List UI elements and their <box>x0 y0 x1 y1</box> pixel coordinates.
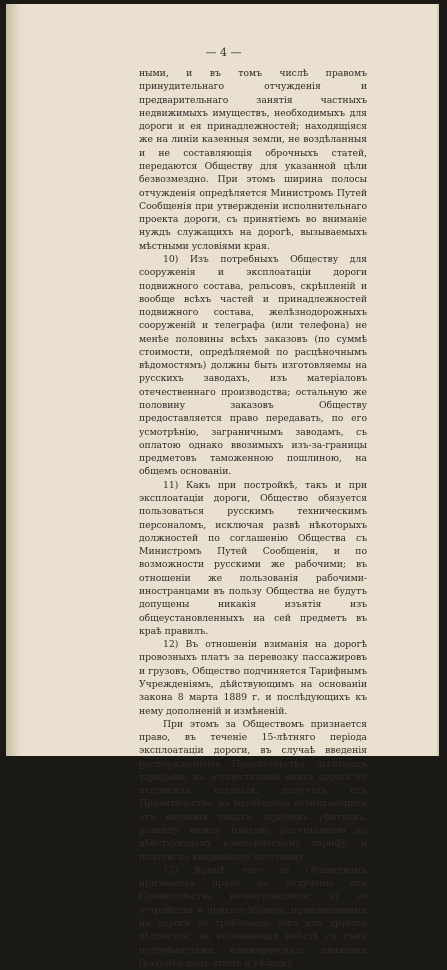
paragraph-continuation: ными, и въ томъ числѣ правомъ принудительнаго отчужденія и предварительнаго занятія частныхъ недвижимыхъ имуществъ, необходимыхъ для дороги и ея принадлежностей; находящіяся же на линіи казенныя земли, не воздѣланныя и не составляющія оброчныхъ статей, передаются Обществу для указанной цѣли безвозмездно. При этомъ ширина полосы отчужденія опредѣляется Министромъ Путей Сообщенія при утвержденіи исполнительнаго проекта дороги, съ принятіемъ во вниманіе нуждъ служащихъ на дорогѣ, вызываемыхъ мѣстными условіями края. <box>139 68 367 252</box>
page-number: — 4 — <box>205 46 242 59</box>
paragraph-item-12: 12) Въ отношеніи взиманія на дорогѣ провозныхъ платъ за перевозку пассажировъ и грузовъ, Общество подчиняется Тарифнымъ Учрежденіямъ, дѣйствующимъ на основаніи закона 8 марта 1889 г. и послѣдующихъ къ нему дополненій и измѣненій. <box>139 639 367 717</box>
body-text <box>139 67 367 970</box>
paragraph-item-10: 10) Изъ потребныхъ Обществу для сооруженія и эксплоатаціи дороги подвижного состава, рельсовъ, скрѣпленій и вообще всѣхъ частей и принадлежностей подвижного состава, желѣзнодорожныхъ сооруженій и телеграфа (или телефона) не менѣе половины всѣхъ заказовъ (по суммѣ стоимости, опредѣляемой по расцѣночнымъ вѣдомостямъ) должны быть изготовляемы на русскихъ заводахъ, изъ матеріаловъ отечественнаго производства; остальную же половину заказовъ Обществу предоставляется право передавать, по его усмотрѣнію, заграничнымъ заводамъ, съ оплатою однако ввозимыхъ изъ-за-границы предметовъ таможенною пошлиною, на общемъ основаніи. <box>139 253 367 478</box>
paragraph-item-12-note: При этомъ за Обществомъ признается право, въ теченіе 15-лѣтняго періода эксплоатаціи дороги, въ случаѣ введенія распоряженіемъ Правительства льготныхъ тарифовъ, на осуществленіе коихъ дорога не испросила согласія, получать отъ Правительства, въ возмѣщеніе возникающихъ отъ введенія такихъ тарифовъ убытковъ, разницу между платою, расчитанною по дѣйствующему коммерческому тарифу, и платою по введенному льготному. <box>139 718 367 863</box>
page-edge-shadow <box>436 4 439 756</box>
paragraph-item-13: 13) Кромѣ того за Обществомъ признается право на полученіе отъ Правительства вознагражденія: а) за устройства и приспособленія, произведенныя на дорогѣ по требованію того или другого вѣдомства, не вызываемыя вмѣстѣ съ тѣмъ потребностями коммерческаго движенія (разумѣя подъ этимъ и укладку <box>139 864 367 969</box>
paragraph-item-11: 11) Какъ при постройкѣ, такъ и при эксплоатаціи дороги, Общество обязуется пользоваться русскимъ техническимъ персоналомъ, исключая развѣ нѣкоторыхъ должностей по соглашенію Общества съ Министромъ Путей Сообщенія, и по возможности русскими же рабочими; въ отношеніи же пользованія рабочими-иностранцами въ пользу Общества не будутъ допущены никакія изъятія изъ общеустановленныхъ на сей предметъ въ краѣ правилъ. <box>139 479 367 637</box>
binding-gutter <box>6 4 22 756</box>
